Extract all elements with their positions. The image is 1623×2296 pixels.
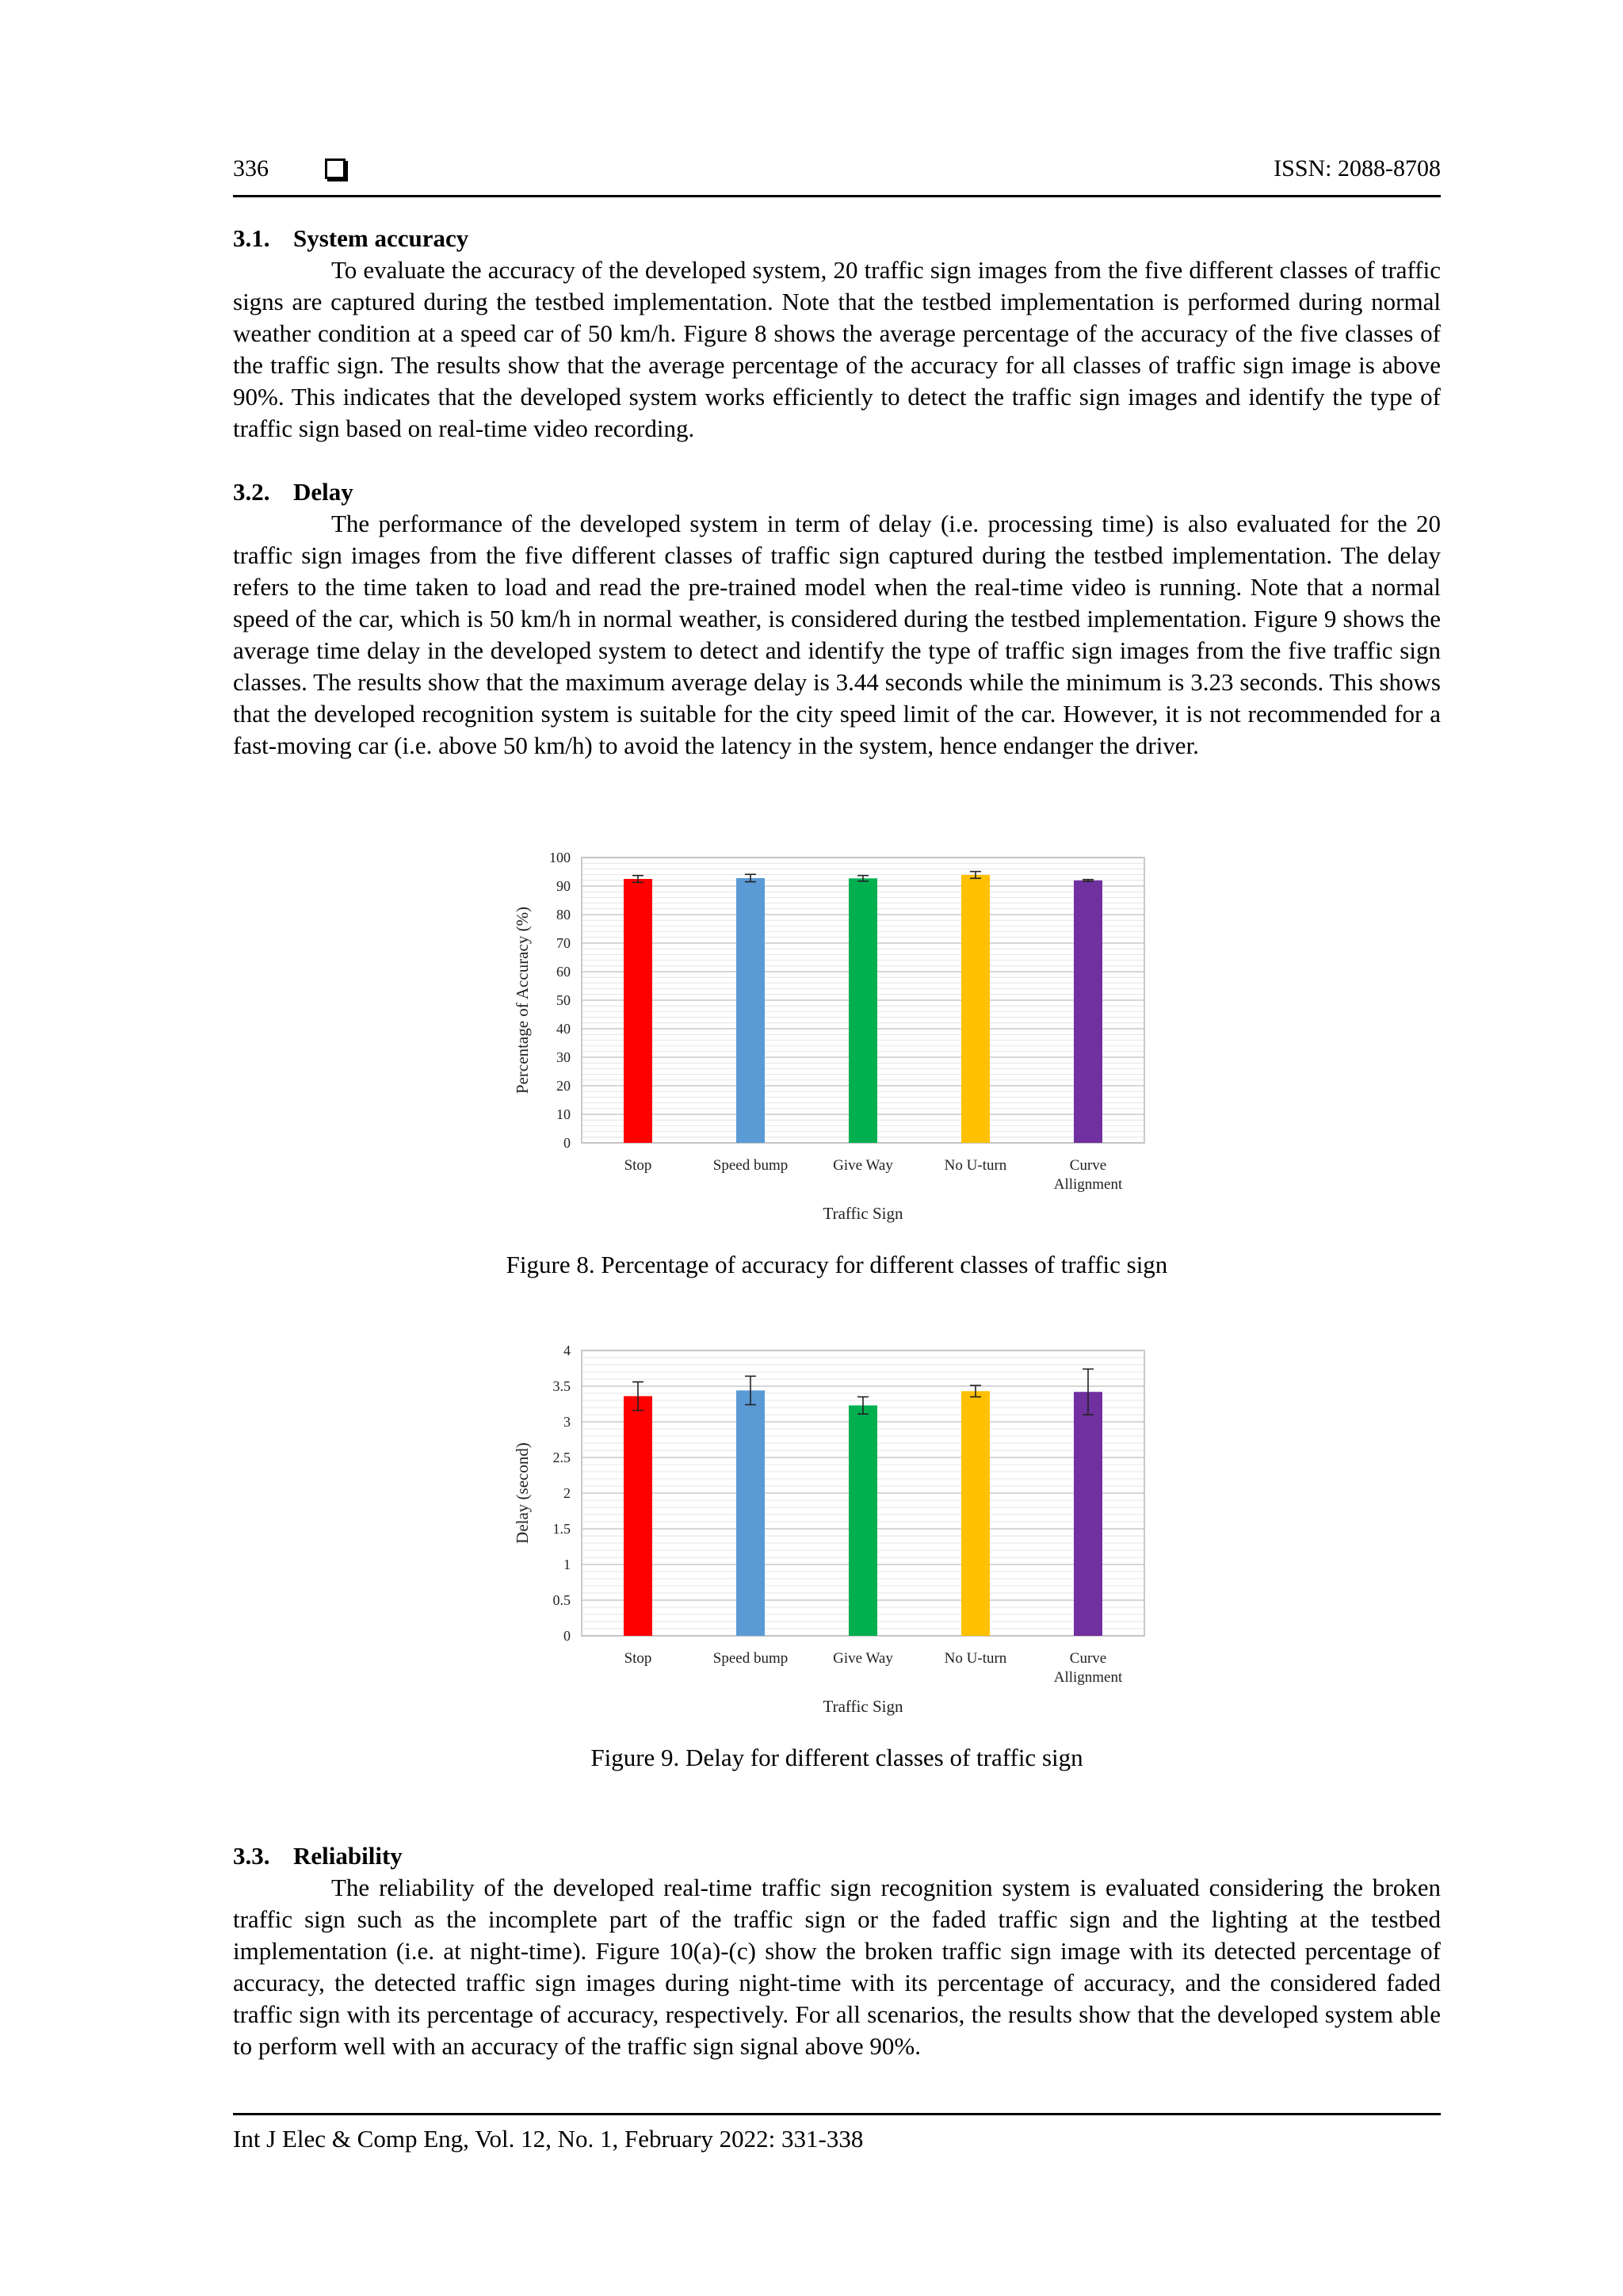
- bar: [736, 1390, 765, 1636]
- y-tick-label: 20: [556, 1078, 571, 1094]
- x-axis-label: Traffic Sign: [823, 1697, 903, 1716]
- bar: [736, 878, 765, 1143]
- y-tick-label: 90: [556, 878, 571, 894]
- section-heading: [233, 476, 1441, 508]
- bar: [961, 1391, 990, 1636]
- y-tick-label: 30: [556, 1049, 571, 1065]
- bar: [1074, 881, 1102, 1143]
- box-bullet-icon: [325, 159, 346, 179]
- y-tick-label: 10: [556, 1106, 571, 1122]
- page-number: 336: [233, 155, 269, 181]
- y-tick-label: 1.5: [552, 1521, 571, 1537]
- page-footer: [233, 2113, 1441, 2153]
- y-tick-label: 60: [556, 964, 571, 980]
- section-number: 3.2.: [233, 478, 270, 506]
- x-tick-label: Speed bump: [712, 1157, 789, 1174]
- section-heading: [233, 1840, 1441, 1872]
- y-tick-label: 3.5: [552, 1378, 571, 1394]
- x-tick-label: Curve Allignment: [1053, 1157, 1123, 1193]
- x-tick-label: Speed bump: [712, 1650, 789, 1667]
- bar: [624, 1396, 652, 1636]
- bar: [1074, 1392, 1102, 1636]
- bar: [961, 875, 990, 1143]
- y-tick-label: 4: [563, 1343, 571, 1358]
- x-tick-label: Stop: [624, 1650, 652, 1667]
- y-tick-label: 2.5: [552, 1450, 571, 1465]
- y-tick-label: 40: [556, 1021, 571, 1037]
- y-tick-label: 1: [563, 1557, 571, 1572]
- bar: [849, 878, 877, 1143]
- section-delay: [233, 476, 1441, 762]
- figure-9-caption: Figure 9. Delay for different classes of traffic sign: [590, 1744, 1083, 1771]
- y-tick-label: 70: [556, 935, 571, 951]
- delay-bar-chart: [507, 1333, 1173, 1729]
- x-tick-label: No U-turn: [944, 1157, 1007, 1174]
- section-title: Reliability: [293, 1842, 403, 1870]
- figure-8-caption: Figure 8. Percentage of accuracy for different classes of traffic sign: [506, 1251, 1168, 1278]
- section-number: 3.1.: [233, 224, 270, 252]
- section-paragraph: The performance of the developed system in term of delay (i.e. processing time) is also evaluated for the 20 traffic sign images from the five different classes of traffic sign captured during the testbed implementation. The delay refers to the time taken to load and read the pre-trained model when the real-time video is running. Note that a normal speed of the car, which is 50 km/h in normal weather, is considered during the testbed implementation. Figure 9 shows the average time delay in the developed system to detect and identify the type of traffic sign images from the five traffic sign classes. The results show that the maximum average delay is 3.44 seconds while the minimum is 3.23 seconds. This shows that the developed recognition system is suitable for the city speed limit of the car. However, it is not recommended for a fast-moving car (i.e. above 50 km/h) to avoid the latency in the system, hence endanger the driver.: [233, 510, 1441, 759]
- y-tick-label: 100: [549, 850, 571, 865]
- y-tick-label: 80: [556, 907, 571, 923]
- footer-citation: Int J Elec & Comp Eng, Vol. 12, No. 1, February 2022: 331-338: [233, 2125, 864, 2153]
- x-tick-label: Curve Allignment: [1053, 1650, 1123, 1686]
- page-header: [233, 155, 1441, 197]
- y-tick-label: 0: [563, 1135, 571, 1151]
- y-tick-label: 0.5: [552, 1592, 571, 1608]
- bar: [624, 879, 652, 1143]
- section-title: Delay: [293, 478, 353, 506]
- bar: [849, 1405, 877, 1636]
- y-tick-label: 0: [563, 1628, 571, 1644]
- x-tick-label: Give Way: [833, 1157, 893, 1174]
- x-tick-label: Stop: [624, 1157, 652, 1174]
- y-axis-label: Delay (second): [513, 1442, 532, 1544]
- section-title: System accuracy: [293, 224, 469, 252]
- section-number: 3.3.: [233, 1842, 270, 1870]
- accuracy-bar-chart: [507, 840, 1173, 1236]
- issn: ISSN: 2088-8708: [1274, 155, 1441, 181]
- x-axis-label: Traffic Sign: [823, 1204, 903, 1223]
- y-tick-label: 2: [563, 1485, 571, 1501]
- section-paragraph: The reliability of the developed real-time traffic sign recognition system is evaluated considering the broken traffic sign such as the incomplete part of the traffic sign or the faded traffic sign and the lighting at the testbed implementation (i.e. at night-time). Figure 10(a)-(c) show the broken traffic sign image with its detected percentage of accuracy, the detected traffic sign images during night-time with its percentage of accuracy, and the considered faded traffic sign with its percentage of accuracy, respectively. For all scenarios, the results show that the developed system able to perform well with an accuracy of the traffic sign signal above 90%.: [233, 1874, 1441, 2060]
- section-paragraph: To evaluate the accuracy of the developed system, 20 traffic sign images from the five different classes of traffic signs are captured during the testbed implementation. Note that the testbed implementation is performed during normal weather condition at a speed car of 50 km/h. Figure 8 shows the average percentage of the accuracy of the five classes of the traffic sign. The results show that the average percentage of the accuracy for all classes of traffic sign image is above 90%. This indicates that the developed system works efficiently to detect the traffic sign images and identify the type of traffic sign based on real-time video recording.: [233, 256, 1441, 442]
- section-heading: [233, 223, 1441, 254]
- y-axis-label: Percentage of Accuracy (%): [513, 906, 532, 1095]
- section-reliability: [233, 1840, 1441, 2062]
- y-tick-label: 50: [556, 992, 571, 1008]
- x-tick-label: Give Way: [833, 1650, 893, 1667]
- y-tick-label: 3: [563, 1414, 571, 1430]
- x-tick-label: No U-turn: [944, 1650, 1007, 1667]
- section-system-accuracy: [233, 223, 1441, 445]
